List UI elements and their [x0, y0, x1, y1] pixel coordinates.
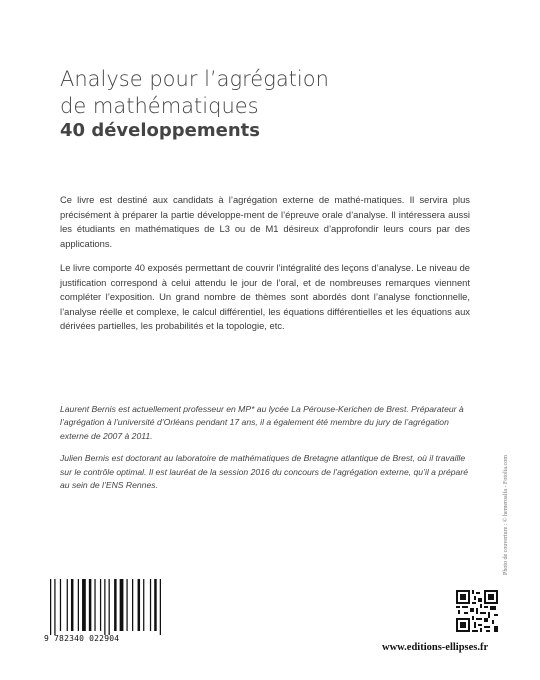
- barcode-bar: [89, 579, 92, 631]
- barcode-bar: [71, 579, 74, 631]
- book-title-line-2: de mathématiques: [60, 94, 259, 118]
- barcode-bar: [104, 579, 105, 635]
- barcode-bar: [114, 579, 117, 631]
- qr-code-icon[interactable]: [456, 590, 498, 632]
- publisher-website-link[interactable]: www.editions-ellipses.fr: [382, 642, 489, 653]
- barcode-bar: [60, 579, 61, 631]
- barcode-bar: [143, 579, 144, 631]
- barcode-bar: [50, 579, 51, 635]
- barcode-bar: [154, 579, 157, 631]
- barcode-bar: [138, 579, 141, 631]
- author-bio-laurent: Laurent Bernis est actuellement professeur en MP* au lycée La Pérouse-Kerichen de Brest. Préparateur à l’agrégation à l’université d’Orléans pendant 17 ans, il a également été membre du jury de l’agrégation externe de 2007 à 2011.: [60, 404, 464, 441]
- author-bios: [60, 403, 470, 501]
- barcode-bar: [94, 579, 95, 631]
- cover-photo-credit: Photo de couverture : © hemeroalfa - Fotolia.com: [503, 455, 509, 575]
- barcode-bar: [82, 579, 86, 631]
- barcode-bar: [120, 579, 124, 631]
- barcode-bar: [132, 579, 133, 631]
- author-bio-julien: Julien Bernis est doctorant au laboratoire de mathématiques de Bretagne atlantique de Brest, où il travaille sur le contrôle optimal. Il est lauréat de la session 2016 du concours de l’agrégation externe, qu’il a préparé au sein de l’ENS Rennes.: [60, 453, 468, 491]
- book-title-line-1: Analyse pour l’agrégation: [60, 67, 329, 91]
- barcode-bar: [160, 579, 161, 635]
- book-title: [60, 66, 480, 120]
- barcode-bar: [78, 579, 79, 631]
- barcode-bar: [109, 579, 110, 635]
- barcode-bar: [126, 579, 127, 631]
- book-subtitle: 40 développements: [60, 120, 260, 141]
- barcode-bar: [150, 579, 151, 631]
- barcode-bar: [100, 579, 101, 631]
- description-paragraph-1: Ce livre est destiné aux candidats à l’agrégation externe de mathé-matiques. Il servira plus précisément à préparer la partie développe-ment de l’épreuve orale d’analyse. Il intéressera aussi les étudiants en mathématiques de L3 ou de M1 désireux d’approfondir leurs cours par des applications.: [60, 194, 470, 249]
- description-paragraph-2: Le livre comporte 40 exposés permettant de couvrir l’intégralité des leçons d’analyse. Le niveau de justification correspond à celui attendu le jour de l’oral, et de nombreuses remarques viennent compléter l’exposition. Un grand nombre de thèmes sont abordés dont l’analyse fonctionnelle, l’analyse réelle et complexe, le calcul différentiel, les équations différentielles et les équations aux dérivées partielles, les probabilités et la topologie, etc.: [60, 262, 470, 331]
- barcode-bar: [67, 579, 68, 631]
- barcode-bar: [54, 579, 55, 635]
- isbn-number: 9 782340 022904: [44, 634, 120, 643]
- book-description: [60, 193, 470, 344]
